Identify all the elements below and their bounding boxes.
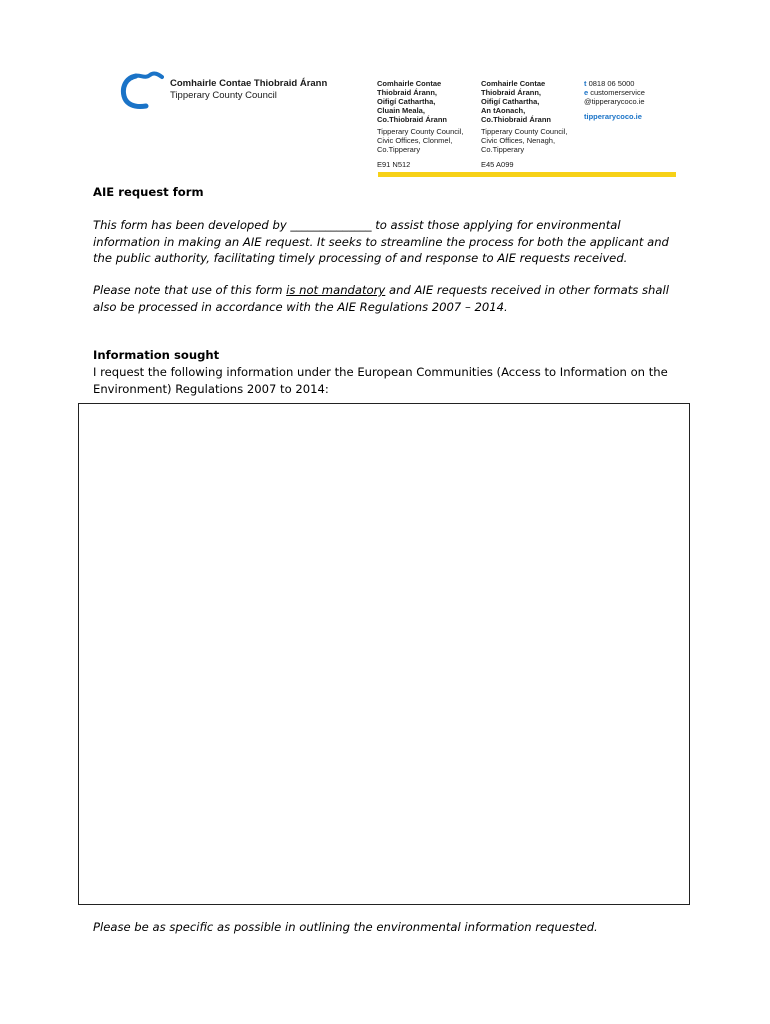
address-line: Co.Thiobraid Árann (377, 115, 447, 124)
address-line: Co.Thiobraid Árann (481, 115, 551, 124)
address-line: Cluain Meala, (377, 106, 425, 115)
phone-number: 0818 06 5000 (588, 79, 635, 88)
address-line: Civic Offices, Nenagh, (481, 136, 556, 145)
note-paragraph: Please note that use of this form is not mandatory and AIE requests received in other formats shall also be processed in accordance with the AIE Regulations 2007 – 2014. (93, 283, 669, 314)
email-domain: @tipperarycoco.ie (584, 97, 645, 106)
logo-irish-name: Comhairle Contae Thiobraid Árann (170, 78, 328, 89)
address-line: Tipperary County Council, (377, 127, 464, 136)
address-line: Tipperary County Council, (481, 127, 568, 136)
council-logo-icon (120, 70, 164, 110)
form-title: AIE request form (93, 185, 204, 199)
eircode: E45 A099 (481, 160, 514, 169)
not-mandatory-text: is not mandatory (286, 283, 386, 297)
address-line: Thiobraid Árann, (481, 88, 541, 97)
contact-details (584, 79, 645, 121)
information-sought-field[interactable] (78, 403, 690, 905)
eircode: E91 N512 (377, 160, 411, 169)
address-nenagh (481, 79, 567, 169)
logo-english-name: Tipperary County Council (170, 90, 277, 101)
section-text: I request the following information under the European Communities (Access to Information on the Environment) Regulations 2007 to 2014: (93, 365, 668, 396)
address-clonmel (377, 79, 463, 169)
email-user: customerservice (590, 88, 645, 97)
address-line: Comhairle Contae (377, 79, 442, 88)
address-line: Comhairle Contae (481, 79, 546, 88)
address-line: Civic Offices, Clonmel, (377, 136, 453, 145)
address-line: Oifigí Cathartha, (481, 97, 540, 106)
email-line: e customerservice (584, 88, 645, 97)
address-line: An tAonach, (481, 106, 526, 115)
specificity-note: Please be as specific as possible in outlining the environmental information requested. (93, 920, 598, 934)
address-line: Oifigí Cathartha, (377, 97, 436, 106)
address-line: Thiobraid Árann, (377, 88, 437, 97)
header-accent-bar (378, 172, 676, 177)
address-line: Co.Tipperary (481, 145, 525, 154)
council-logo-text (170, 78, 327, 102)
website-link[interactable]: tipperarycoco.ie (584, 112, 642, 121)
address-line: Co.Tipperary (377, 145, 421, 154)
section-heading: Information sought (93, 348, 220, 362)
intro-paragraph: This form has been developed by ______________ to assist those applying for environmental information in making an AIE request. It seeks to streamline the process for both the applicant and the public authority, facilitating timely processing of and response to AIE requests received. (93, 218, 669, 265)
phone-line: t 0818 06 5000 (584, 79, 635, 88)
